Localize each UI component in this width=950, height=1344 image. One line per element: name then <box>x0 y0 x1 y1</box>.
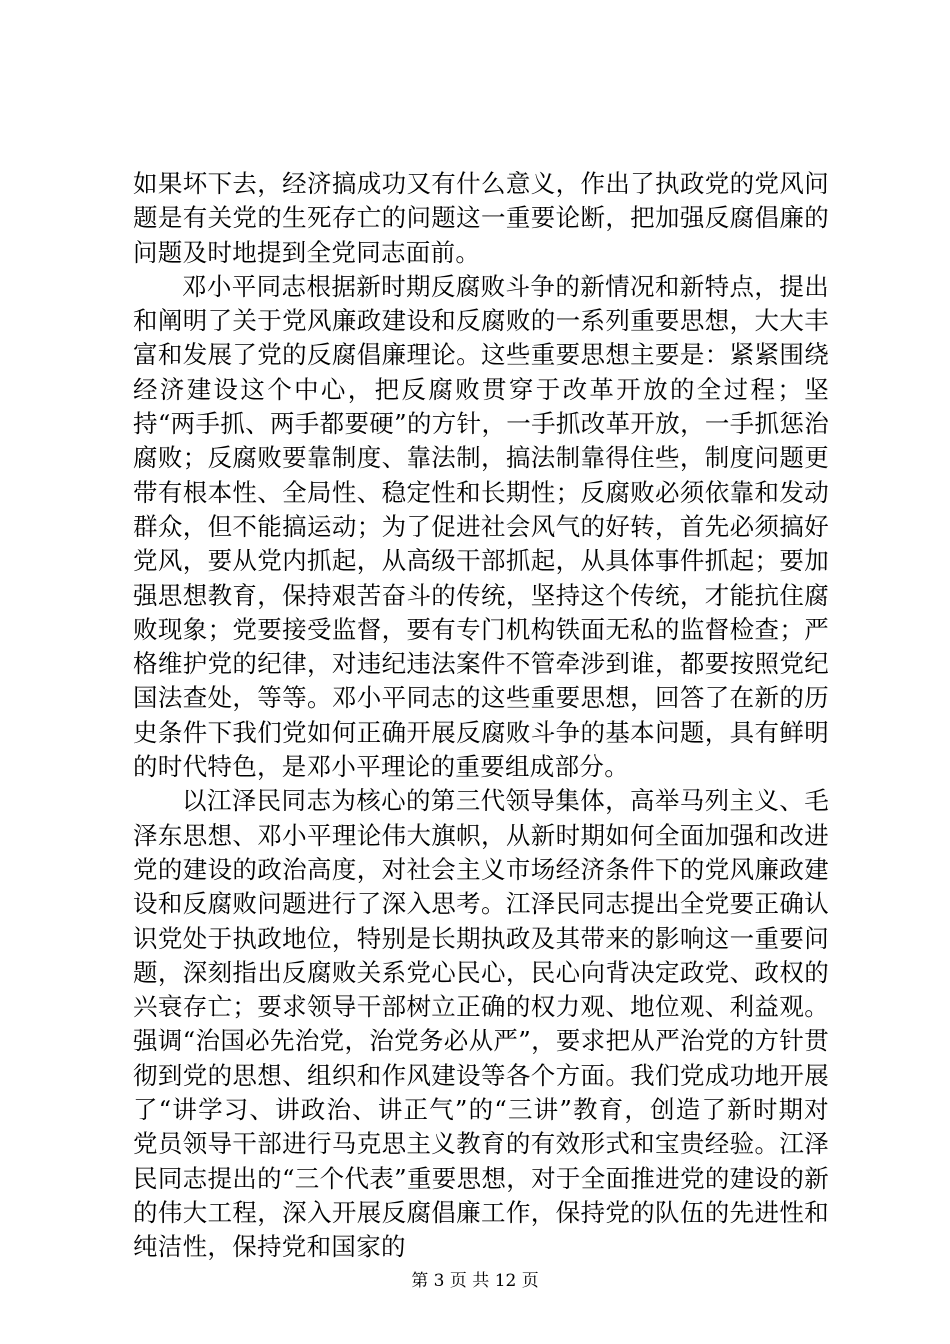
paragraph-deng-xiaoping: 邓小平同志根据新时期反腐败斗争的新情况和新特点，提出和阐明了关于党风廉政建设和反腐败的一系列重要思想，大大丰富和发展了党的反腐倡廉理论。这些重要思想主要是：紧紧围绕经济建设这个中心，把反腐败贯穿于改革开放的全过程；坚持“两手抓、两手都要硬”的方针，一手抓改革开放，一手抓惩治腐败；反腐败要靠制度、靠法制，搞法制靠得住些，制度问题更带有根本性、全局性、稳定性和长期性；反腐败必须依靠和发动群众，但不能搞运动；为了促进社会风气的好转，首先必须搞好党风，要从党内抓起，从高级干部抓起，从具体事件抓起；要加强思想教育，保持艰苦奋斗的传统，坚持这个传统，才能抗住腐败现象；党要接受监督，要有专门机构铁面无私的监督检查；严格维护党的纪律，对违纪违法案件不管牵涉到谁，都要按照党纪国法查处，等等。邓小平同志的这些重要思想，回答了在新的历史条件下我们党如何正确开展反腐败斗争的基本问题，具有鲜明的时代特色，是邓小平理论的重要组成部分。 <box>133 271 829 782</box>
paragraph-continuation: 如果坏下去，经济搞成功又有什么意义，作出了执政党的党风问题是有关党的生死存亡的问题这一重要论断，把加强反腐倡廉的问题及时地提到全党同志面前。 <box>133 169 829 267</box>
paragraph-jiang-zemin: 以江泽民同志为核心的第三代领导集体，高举马列主义、毛泽东思想、邓小平理论伟大旗帜，从新时期如何全面加强和改进党的建设的政治高度，对社会主义市场经济条件下的党风廉政建设和反腐败问题进行了深入思考。江泽民同志提出全党要正确认识党处于执政地位，特别是长期执政及其带来的影响这一重要问题，深刻指出反腐败关系党心民心，民心向背决定政党、政权的兴衰存亡；要求领导干部树立正确的权力观、地位观、利益观。强调“治国必先治党，治党务必从严”，要求把从严治党的方针贯彻到党的思想、组织和作风建设等各个方面。我们党成功地开展了“讲学习、讲政治、讲正气”的“三讲”教育，创造了新时期对党员领导干部进行马克思主义教育的有效形式和宝贵经验。江泽民同志提出的“三个代表”重要思想，对于全面推进党的建设的新的伟大工程，深入开展反腐倡廉工作，保持党的队伍的先进性和纯洁性，保持党和国家的 <box>133 786 829 1262</box>
page-number-footer: 第 3 页 共 12 页 <box>411 1271 539 1291</box>
document-body <box>133 167 829 1265</box>
